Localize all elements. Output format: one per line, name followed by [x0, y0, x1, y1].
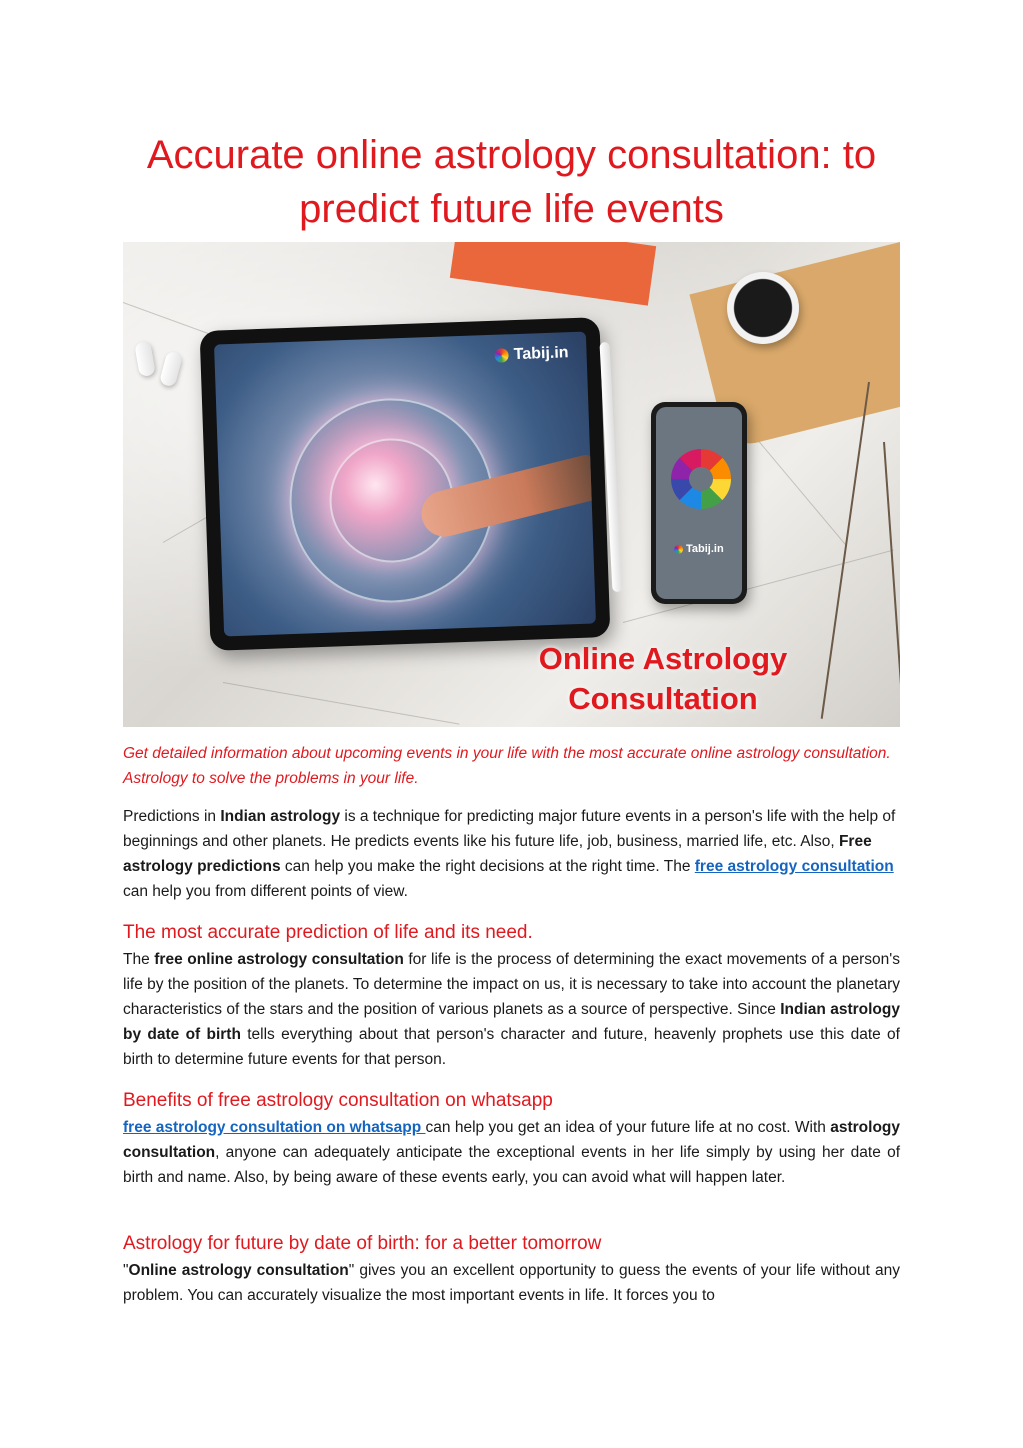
section-heading-whatsapp: Benefits of free astrology consultation on whatsapp — [123, 1090, 553, 1111]
text-run: can help you get an idea of your future life at no cost. With — [425, 1119, 831, 1136]
brand-wheel-icon — [495, 348, 509, 362]
page-title: Accurate online astrology consultation: to predict future life events — [146, 133, 877, 231]
hero-overlay-line1: Online Astrology — [538, 641, 788, 676]
text-run: , anyone can adequately anticipate the exceptional events in her life simply by using her date of birth and name. Also, by being aware of these events early, you can avoid what will happen later. — [123, 1144, 900, 1186]
zodiac-wheel-icon — [671, 449, 731, 509]
text-run: for life is the process of determining the exact movements of a person's life by the position of the planets. To determine the impact on us, it is necessary to take into account the planetary characteristics of the stars and the position of various planets as a source of perspective. Since — [123, 951, 901, 1018]
section-heading-future-by-dob: Astrology for future by date of birth: for a better tomorrow — [123, 1233, 602, 1254]
bold-text: Online astrology consultation — [128, 1262, 349, 1279]
whatsapp-consultation-link[interactable]: free astrology consultation on whatsapp — [123, 1119, 426, 1136]
section-heading-accurate-prediction: The most accurate prediction of life and its need. — [123, 922, 533, 943]
phone-image — [651, 402, 747, 604]
paragraph-whatsapp — [123, 1115, 900, 1190]
paragraph-indian-astrology — [123, 804, 900, 904]
tablet-brand-logo — [494, 344, 568, 365]
earbud-icon — [159, 351, 183, 388]
text-run: Predictions in — [123, 808, 221, 825]
free-astrology-consultation-link[interactable]: free astrology consultation — [694, 858, 894, 875]
paragraph-accurate-prediction — [123, 947, 900, 1072]
bold-text: free online astrology consultation — [154, 951, 404, 968]
text-run: can help you make the right decisions at the right time. The — [280, 858, 695, 875]
phone-brand-text: Tabij.in — [686, 543, 724, 555]
tablet-brand-text: Tabij.in — [513, 344, 569, 364]
hero-overlay-title — [503, 639, 823, 719]
intro-text: Get detailed information about upcoming events in your life with the most accurate online astrology consultation. Astrology to solve the problems in your life. — [123, 745, 891, 787]
text-run: " gives you an excellent opportunity to guess the events of your life without any problem. You can accurately visualize the most important events in life. It forces you to — [123, 1262, 900, 1304]
phone-screen — [656, 407, 742, 599]
text-run: is a technique for predicting major future events in a person's life with the help of beginnings and other planets. He predicts events like his future life, job, business, married life, etc. Also, — [123, 808, 896, 850]
hero-overlay-line2: Consultation — [568, 681, 758, 716]
bold-text: Indian astrology — [220, 808, 341, 825]
earbud-icon — [134, 341, 156, 377]
coffee-cup-image — [727, 272, 799, 344]
text-run: " — [123, 1262, 129, 1279]
bold-text: Free astrology predictions — [123, 833, 872, 875]
text-run: can help you from different points of view. — [123, 883, 408, 900]
bold-text: Indian astrology by date of birth — [123, 1001, 900, 1043]
brand-wheel-icon — [674, 545, 683, 554]
hero-image — [123, 242, 900, 727]
bold-text: astrology consultation — [123, 1119, 900, 1161]
notebook-image — [450, 242, 656, 306]
paragraph-future-by-dob — [123, 1258, 900, 1308]
text-run: tells everything about that person's character and future, heavenly prophets use this date of birth to determine future events for that person. — [123, 1026, 900, 1068]
text-run: The — [123, 951, 155, 968]
tablet-image — [200, 317, 611, 651]
tablet-screen — [214, 332, 596, 637]
phone-brand-logo — [674, 543, 724, 555]
